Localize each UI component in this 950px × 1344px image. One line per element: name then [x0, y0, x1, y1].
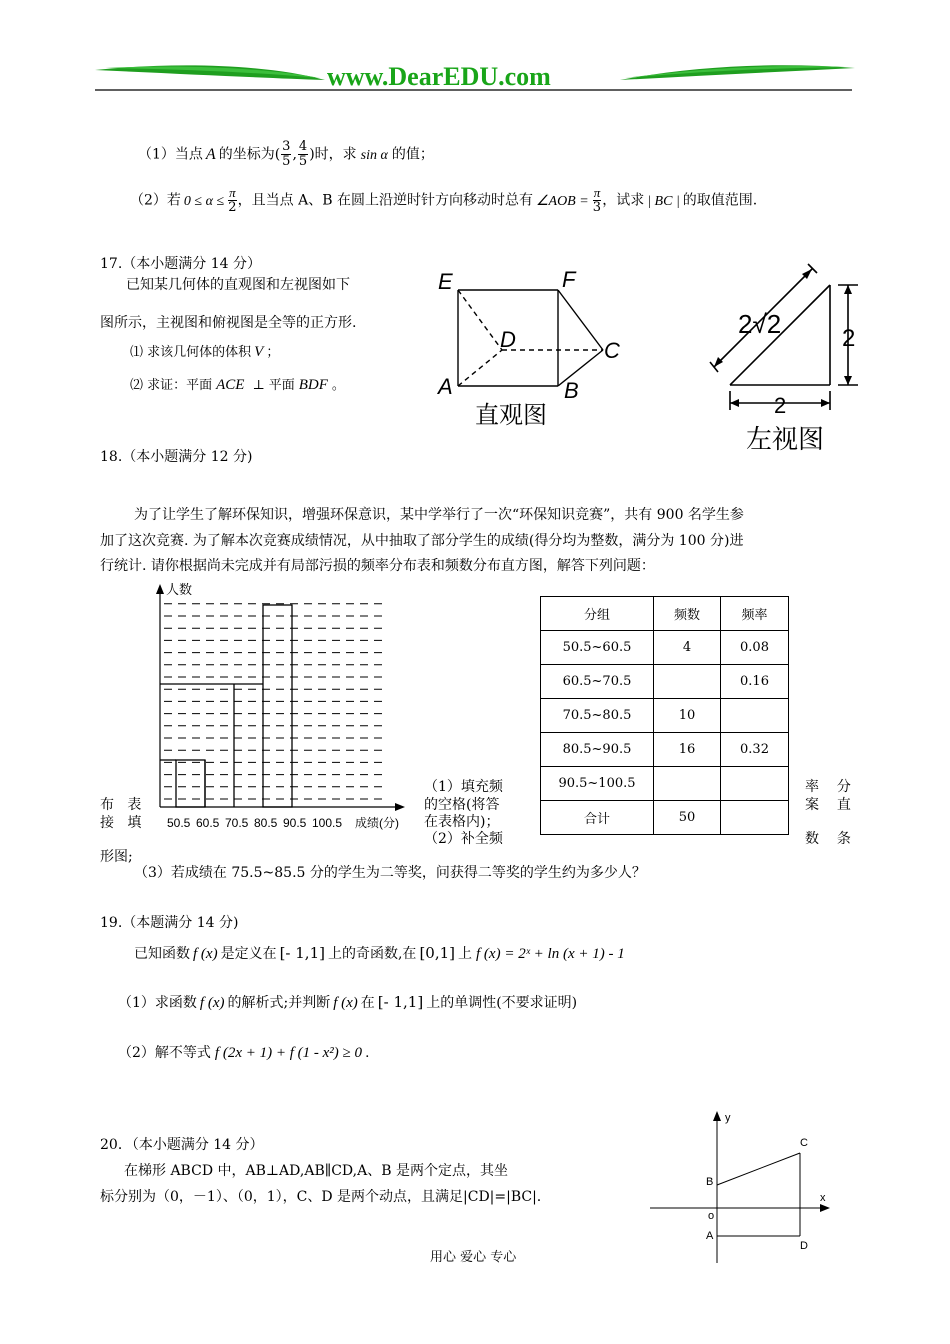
q17-perspective-figure: [430, 265, 630, 435]
q17-left-view-figure: [700, 258, 870, 458]
q18-mid-2: 的空格(将答: [424, 797, 500, 813]
point-label-b: B: [706, 1176, 714, 1188]
q18-para1: 为了让学生了解环保知识，增强环保意识，某中学举行了一次“环保知识竞赛”，共有 900 名学生参: [134, 507, 744, 523]
q17-heading: 17.（本小题满分 14 分）: [100, 256, 261, 272]
table-row: 50.5~60.5 4 0.08: [541, 631, 789, 665]
q18-histogram: [150, 580, 415, 835]
q16-part2: （2）若 0 ≤ α ≤ $\frac{\pi}{2}$ ，且当点 A、B 在圆上沿逆时针方向移动时总有 ∠AOB = $\frac{\pi}{3}$ ，试求 | BC | 的取值范围.: [130, 185, 758, 215]
site-logo[interactable]: www.DearEDU.com: [327, 62, 551, 91]
q18-right-1: 率 分: [805, 779, 851, 795]
right-swoosh: [620, 65, 855, 80]
axis-label-y: y: [725, 1112, 731, 1124]
fig-label-c: C: [604, 338, 620, 363]
q17-item2: ⑵ 求证：平面 ACE ⊥ 平面 BDF 。: [130, 377, 345, 393]
origin-label: o: [708, 1210, 715, 1222]
q18-para2: 加了这次竞赛. 为了解本次竞赛成绩情况，从中抽取了部分学生的成绩(得分均为整数，满分为 100 分)进: [100, 533, 744, 549]
x-axis-label: 成绩(分): [355, 816, 399, 830]
q18-tail: 形图;: [100, 849, 133, 865]
perspective-caption: 直观图: [475, 402, 547, 429]
q17-item1: ⑴ 求该几何体的体积 V ；: [130, 344, 280, 360]
q19-heading: 19.（本题满分 14 分): [100, 915, 239, 931]
table-row: 80.5~90.5 16 0.32: [541, 733, 789, 767]
q18-right-2: 案 直: [805, 797, 851, 813]
q18-item3: （3）若成绩在 75.5~85.5 分的学生为二等奖，问获得二等奖的学生约为多少人？: [134, 865, 646, 881]
left-view-side-label: 2: [842, 325, 856, 352]
table-header: 频率: [721, 597, 789, 631]
q18-mid-3: 在表格内)；: [424, 814, 500, 830]
axis-label-x: x: [820, 1192, 826, 1204]
fig-label-f: F: [562, 267, 576, 292]
q19-item2: （2）解不等式 f (2x + 1) + f (1 - x²) ≥ 0 .: [118, 1045, 370, 1061]
q18-mid-1: （1）填充频: [424, 779, 503, 795]
q18-heading: 18.（本小题满分 12 分): [100, 449, 253, 465]
page-footer: 用心 爱心 专心: [430, 1250, 517, 1265]
fig-label-d: D: [500, 327, 516, 352]
fig-label-a: A: [438, 374, 453, 399]
q19-intro: 已知函数 f (x) 是定义在 [- 1,1] 上的奇函数,在 [0,1] 上 f (x) = 2ˣ + ln (x + 1) - 1: [134, 944, 625, 962]
x-tick-label: 50.5: [167, 816, 191, 830]
q20-line1: 在梯形 ABCD 中，AB⊥AD,AB∥CD,A、B 是两个定点，其坐: [124, 1163, 508, 1179]
y-axis-label: 人数: [166, 582, 193, 597]
left-view-hyp-label: 2√2: [738, 309, 782, 339]
table-header: 频数: [654, 597, 721, 631]
table-row: 70.5~80.5 10: [541, 699, 789, 733]
point-label-d: D: [800, 1240, 808, 1252]
q18-para3: 行统计. 请你根据尚未完成并有局部污损的频率分布表和频数分布直方图，解答下列问题：: [100, 558, 655, 574]
histogram-bar: [176, 760, 205, 807]
q17-line2: 图所示，主视图和俯视图是全等的正方形.: [100, 315, 357, 331]
x-tick-label: 60.5: [196, 816, 220, 830]
fig-label-e: E: [438, 269, 453, 294]
q18-side-left-2: 接 填: [100, 815, 142, 831]
q20-line2: 标分别为（0，－1）、（0，1），C、D 是两个动点，且满足|CD|=|BC|.: [100, 1189, 542, 1205]
y-axis-arrow: [156, 584, 164, 594]
table-row: 合计 50: [541, 801, 789, 835]
table-header-row: [541, 597, 789, 631]
x-tick-label: 100.5: [312, 816, 343, 830]
left-view-caption: 左视图: [746, 424, 825, 454]
x-tick-label: 80.5: [254, 816, 278, 830]
x-tick-label: 90.5: [283, 816, 307, 830]
q18-right-3: 数 条: [805, 831, 851, 847]
q18-mid-4: （2）补全频: [424, 831, 503, 847]
left-view-base-label: 2: [774, 393, 787, 418]
q20-coordinate-figure: [650, 1105, 840, 1270]
q17-line1: 已知某几何体的直观图和左视图如下: [126, 277, 350, 293]
point-label-a: A: [706, 1230, 714, 1242]
table-header: 分组: [541, 597, 654, 631]
fig-label-b: B: [564, 378, 579, 403]
q16-part1: （1）当点 A 的坐标为( $\frac{3}{5}$ , $\frac{4}{5}$ )时，求 sin α 的值；: [138, 139, 434, 169]
x-axis-arrow: [395, 803, 405, 811]
q18-frequency-table: [540, 596, 789, 835]
q20-heading: 20．（本小题满分 14 分）: [100, 1137, 264, 1153]
q19-item1: （1）求函数 f (x) 的解析式;并判断 f (x) 在 [- 1,1] 上的单调性(不要求证明): [118, 993, 578, 1011]
q18-side-left-1: 布 表: [100, 797, 142, 813]
table-row: 90.5~100.5: [541, 767, 789, 801]
histogram-bar: [263, 605, 292, 807]
point-label-c: C: [800, 1137, 808, 1149]
x-tick-label: 70.5: [225, 816, 249, 830]
table-row: 60.5~70.5 0.16: [541, 665, 789, 699]
